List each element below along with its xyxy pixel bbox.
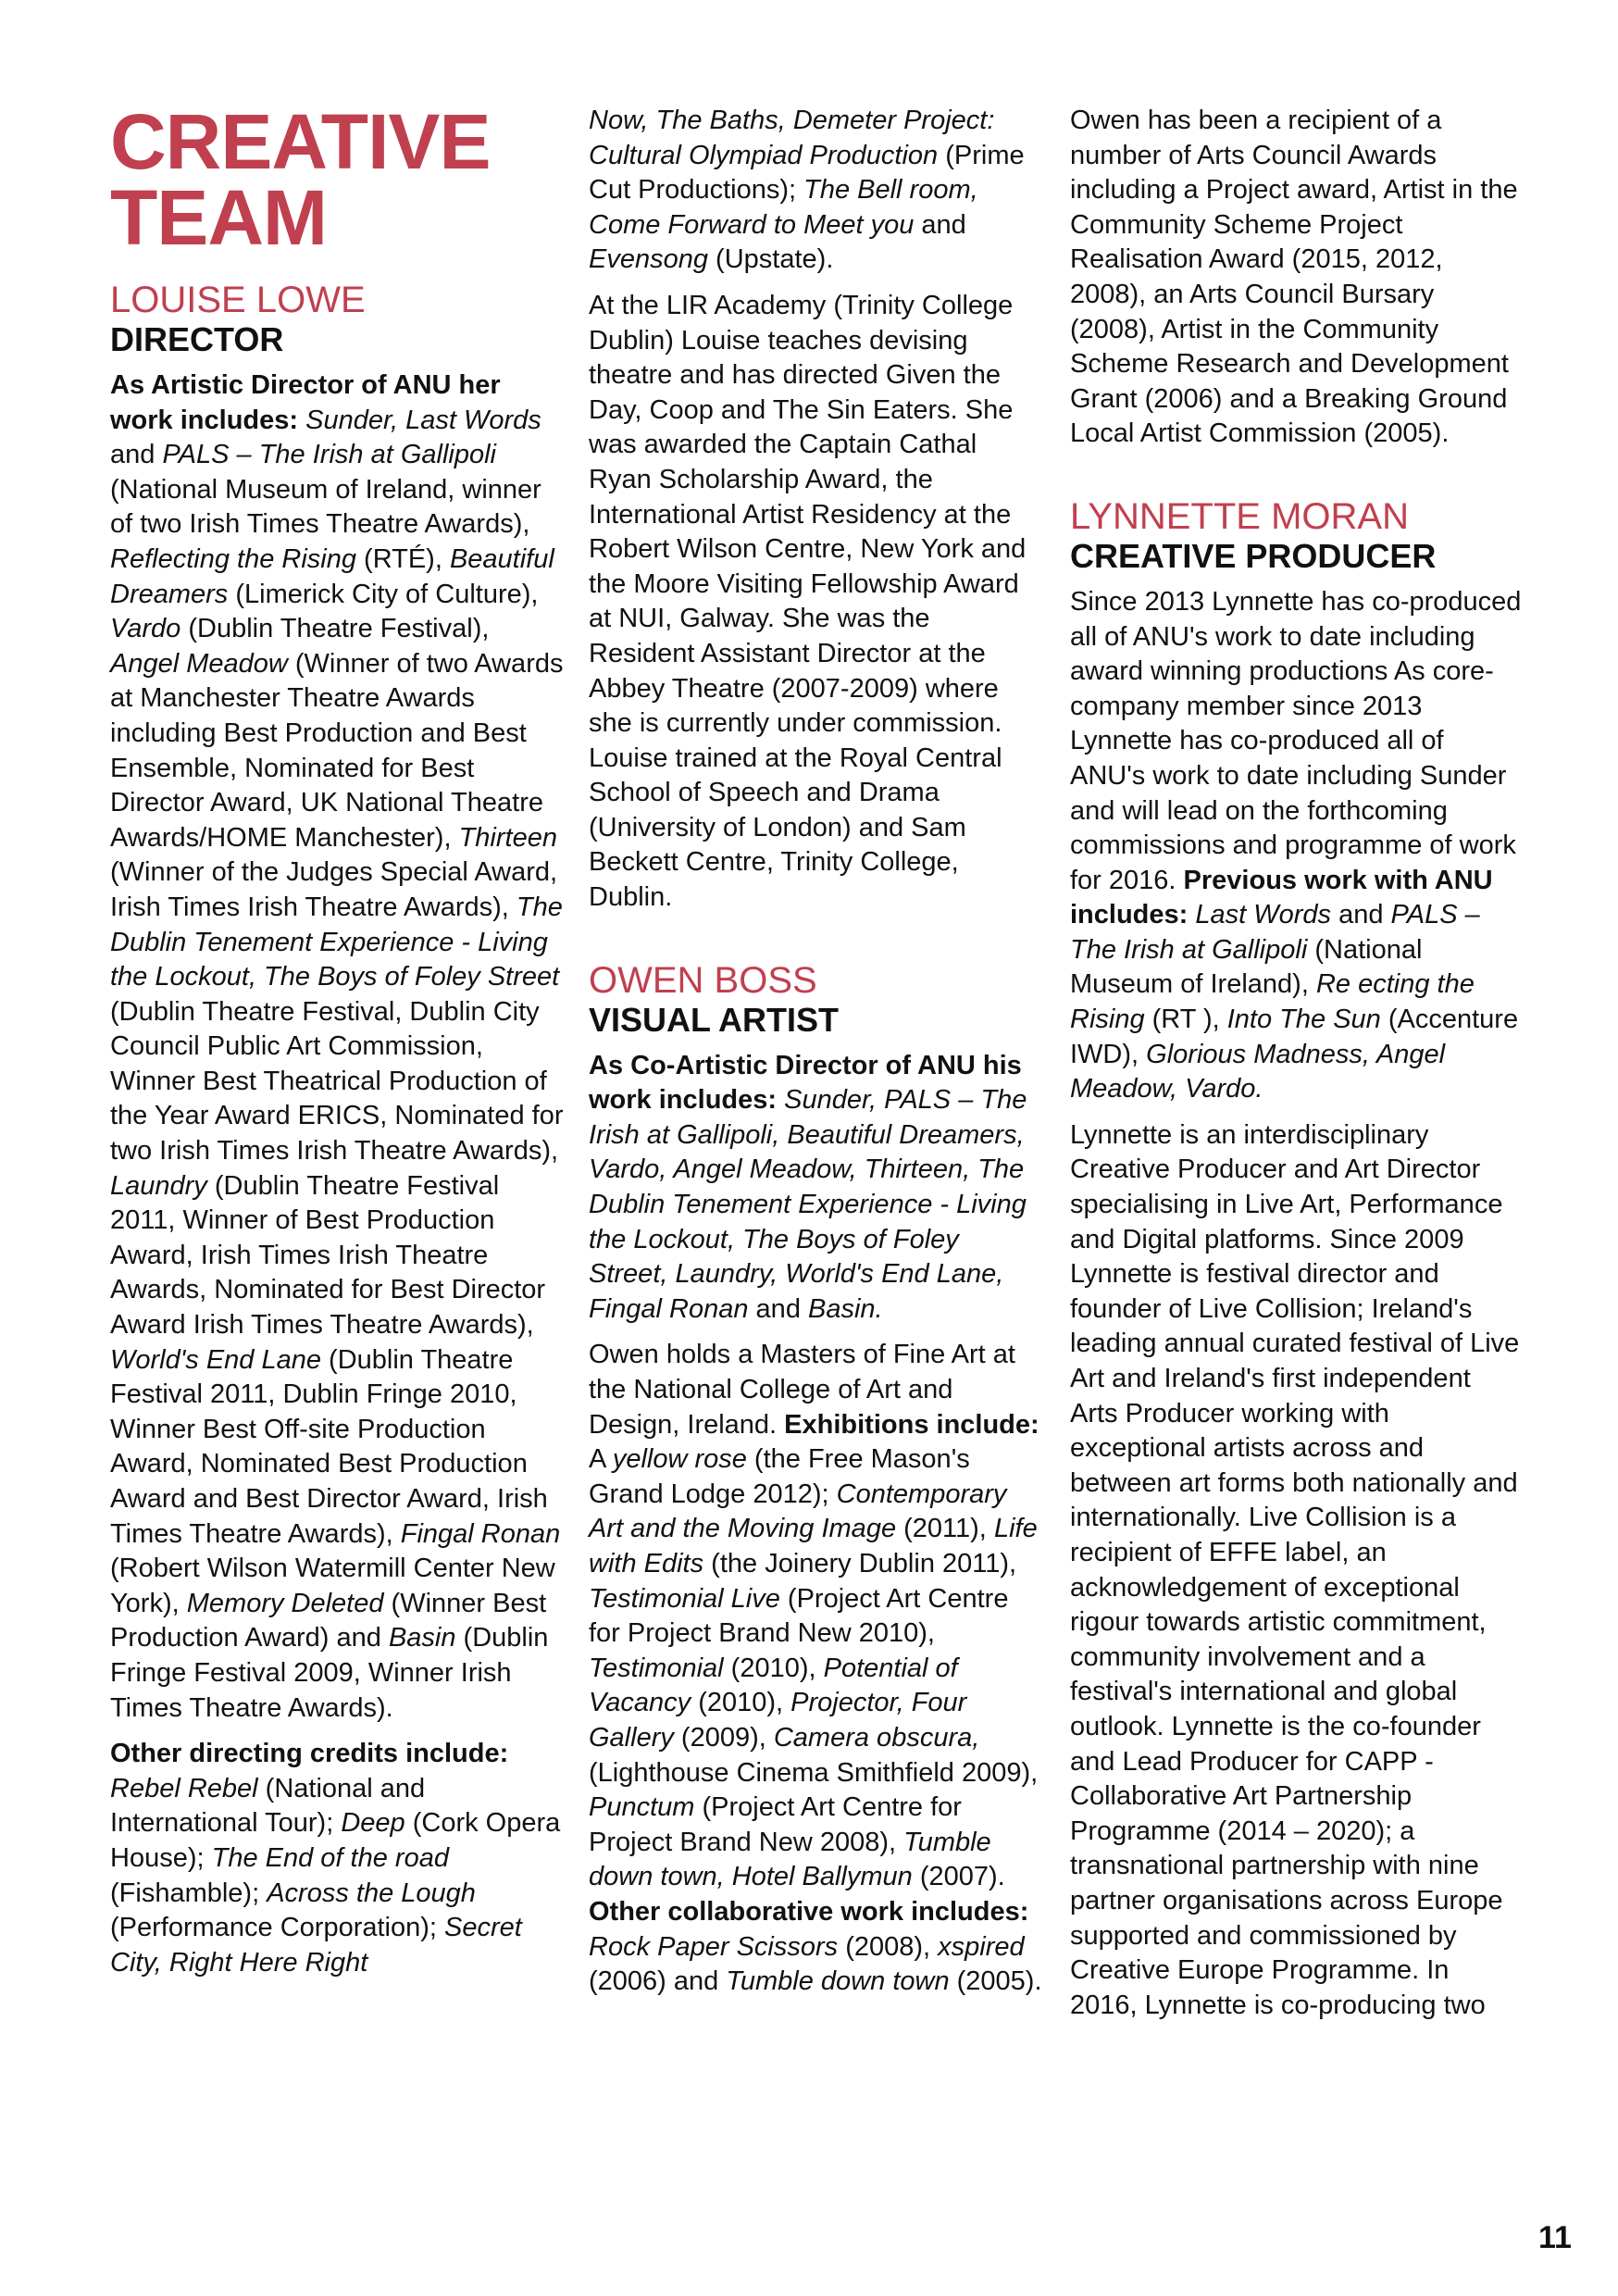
text-run: A [589,1444,613,1475]
italic-title: Secret City, Right Here Right [110,1913,522,1978]
italic-title: Vardo [110,614,181,644]
text-run: (National Museum of Ireland, winner of two Irish Times Theatre Awards), [110,474,541,540]
column-2 [589,104,1042,2011]
text-run: (2010), [691,1688,791,1718]
text-run: (National and International Tour); [110,1773,426,1839]
person-name: OWEN BOSS [589,959,817,1001]
italic-title: Camera obscura, [773,1722,980,1753]
text-run: (RTÉ), [355,543,450,574]
bio-paragraph [1070,585,1524,1107]
text-run: (Robert Wilson Watermill Center New York), [110,1554,555,1618]
text-run: (2011), [896,1514,994,1544]
text-run: Owen holds a Masters of Fine Art at the National College of Art and Design, Ireland. [589,1340,1015,1440]
text-run: and [110,440,163,470]
text-run: (Performance Corporation); [110,1913,445,1943]
text-run: (Dublin Theatre Festival 2011, Dublin Fringe 2010, Winner Best Off-site Production Award, Nominated Best Production Award and Best Director Award, Irish Times Theatre Awards), [110,1344,548,1549]
text-run: (2007). [912,1862,1005,1892]
italic-title: Punctum [589,1792,695,1823]
text-run: (Limerick City of Culture), [228,579,539,609]
italic-title: Laundry [110,1170,207,1201]
text-run: At the LIR Academy (Trinity College Dublin) Louise teaches devising theatre and has directed Given the Day, Coop and The Sin Eaters. She was awarded the Captain Cathal Ryan Scholarship Award, the International Artist Residency at the Robert Wilson Centre, New York and the Moore Visiting Fellowship Award at NUI, Galway. She was the Resident Assistant Director at the Abbey Theatre (2007-2009) where she is currently under commission. Louise trained at the Royal Central School of Speech and Drama (University of London) and Sam Beckett Centre, Trinity College, Dublin. [589,290,1027,913]
italic-title: Fingal Ronan [400,1518,561,1549]
person-role: VISUAL ARTIST [589,1000,840,1039]
italic-title: World's End Lane [110,1344,321,1375]
italic-title: Projector, Four Gallery [589,1688,967,1753]
italic-title: Sunder, PALS – The Irish at Gallipoli, Beautiful Dreamers, Vardo, Angel Meadow, Thirteen, The Dublin Tenement Experience - Living the Lockout, The Boys of Foley Street, Laundry, World's End Lane, Fingal Ronan [589,1085,1027,1324]
bio-paragraph [589,1049,1042,1328]
italic-title: Life with Edits [589,1514,1038,1578]
italic-title: The End of the road [211,1842,449,1873]
italic-title: Tumble down town [726,1966,950,1997]
text-run: (Lighthouse Cinema Smithfield 2009), [589,1757,1039,1788]
page-number: 11 [1538,2220,1572,2255]
italic-title: Basin. [808,1293,883,1324]
bold-text: Exhibitions include: [784,1409,1039,1440]
text-run: (Fishamble); [110,1878,268,1908]
italic-title: Basin [388,1623,456,1653]
text-run: (Winner of the Judges Special Award, Irish Times Irish Theatre Awards), [110,857,558,922]
column-3 [1070,104,1524,2034]
italic-title: Memory Deleted [186,1588,384,1618]
italic-title: Sunder, Last Words [305,405,541,435]
text-run: (the Free Mason's Grand Lodge 2012); [589,1444,970,1509]
bold-text: As Co-Artistic Director of ANU his work includes: [589,1050,1022,1116]
italic-title: Across the Lough [267,1878,476,1908]
italic-title: Last Words [1195,900,1332,930]
bold-text: Other directing credits include: [110,1739,509,1769]
italic-title: Thirteen [458,822,557,853]
italic-title: The Dublin Tenement Experience - Living the Lockout, The Boys of Foley Street [110,892,563,992]
text-run: (2008), [838,1931,939,1962]
italic-title: PALS – The Irish at Gallipoli [1070,900,1480,965]
italic-title: Beautiful Dreamers [110,543,554,609]
person-name: LOUISE LOWE [110,280,366,320]
text-run: (Dublin Theatre Festival 2011, Winner of Best Production Award, Irish Times Irish Theatre Awards, Nominated for Best Director Award Irish Times Theatre Awards), [110,1170,546,1341]
bio-paragraph [110,1737,564,1980]
text-run: and [914,209,966,240]
text-run: (Dublin Fringe Festival 2009, Winner Irish Times Theatre Awards). [110,1623,549,1723]
text-run: Since 2013 Lynnette has co-produced all of ANU's work to date including award winning productions As core-company member since 2013 Lynnette has co-produced all of ANU's work to date including Sunder and will lead on the forthcoming commissions and programme of work for 2016. [1070,586,1522,895]
italic-title: PALS – The Irish at Gallipoli [162,440,496,470]
bio-paragraph [1070,104,1524,452]
bio-paragraph [589,104,1042,278]
bio-paragraph [110,368,564,1726]
text-run: and [748,1293,808,1324]
page-title [110,98,564,261]
italic-title: Tumble down town, Hotel Ballymun [589,1827,991,1892]
bold-text: Other collaborative work includes: [589,1896,1029,1927]
person-role: CREATIVE PRODUCER [1070,536,1437,575]
text-run: (Cork Opera House); [110,1808,561,1873]
italic-title: Rock Paper Scissors [589,1931,839,1962]
bio-paragraph [1070,1118,1524,2023]
italic-title: Evensong [589,244,708,275]
italic-title: Rebel Rebel [110,1773,258,1803]
italic-title: Deep [341,1808,405,1839]
bio-paragraph [589,289,1042,916]
text-run: Owen has been a recipient of a number of Arts Council Awards including a Project award, Artist in the Community Scheme Project Realisation Award (2015, 2012, 2008), an Arts Council Bursary (2008), Artist in the Community Scheme Research and Development Grant (2006) and a Breaking Ground Local Artist Commission (2005). [1070,106,1518,449]
text-run: (2006) and [589,1966,727,1997]
text-run: (Prime Cut Productions); [589,140,1025,206]
italic-title: Testimonial [589,1653,724,1683]
text-run: (National Museum of Ireland), [1070,934,1423,1000]
text-run: (Dublin Theatre Festival, Dublin City Council Public Art Commission, Winner Best Theatrical Production of the Year Award ERICS, Nominated for two Irish Times Irish Theatre Awards), [110,996,564,1167]
person-role: DIRECTOR [110,320,284,358]
italic-title: Potential of Vacancy [589,1653,958,1718]
italic-title: xspired [938,1931,1025,1962]
text-run: Lynnette is an interdisciplinary Creative Producer and Art Director specialising in Live Art, Performance and Digital platforms. Since 2009 Lynnette is festival director and founder of Live Collision; Ireland's leading annual curated festival of Live Art and Ireland's first independent Arts Producer working with exceptional artists across and between art forms both nationally and internationally. Live Collision is a recipient of EFFE label, an acknowledgement of exceptional rigour towards artistic commitment, community involvement and a festival's international and global outlook. Lynnette is the co-founder and Lead Producer for CAPP - Collaborative Art Partnership Programme (2014 – 2020); a transnational partnership with nine partner organisations across Europe supported and commissioned by Creative Europe Programme. In 2016, Lynnette is co-producing two [1070,1119,1520,2020]
text-run: and [1331,900,1391,930]
italic-title: Testimonial Live [589,1583,780,1614]
text-run: (Dublin Theatre Festival), [180,614,490,644]
text-run: (2005). [949,1966,1042,1997]
page-title-line: TEAM [110,174,327,261]
text-run: (Project Art Centre for Project Brand New 2008), [589,1792,962,1857]
bio-paragraph [589,1338,1042,1999]
italic-title: yellow rose [612,1444,747,1475]
person-name: LYNNETTE MORAN [1070,495,1409,537]
italic-title: Re ecting the Rising [1070,969,1475,1035]
italic-title: Glorious Madness, Angel Meadow, Vardo. [1070,1039,1446,1104]
italic-title: The Bell room, Come Forward to Meet you [589,175,978,240]
text-run: (Winner of two Awards at Manchester Theatre Awards including Best Production and Best Ensemble, Nominated for Best Director Award, UK National Theatre Awards/HOME Manchester), [110,648,564,853]
italic-title: Reflecting the Rising [110,543,356,574]
text-run: (RT ), [1144,1004,1227,1035]
italic-title: Contemporary Art and the Moving Image [589,1479,1007,1544]
italic-title: Into The Sun [1226,1004,1381,1035]
text-run: (2009), [673,1722,774,1753]
bold-text: As Artistic Director of ANU her work includes: [110,370,501,435]
text-run: (Winner Best Production Award) and [110,1588,547,1653]
italic-title: Now, The Baths, Demeter Project: Cultural Olympiad Production [589,106,995,170]
column-1 [110,98,564,1991]
italic-title: Angel Meadow [110,648,288,679]
text-run: (Upstate). [708,244,834,275]
text-run: (2010), [723,1653,824,1683]
text-run: (the Joinery Dublin 2011), [703,1548,1017,1578]
page-title-line: CREATIVE [110,98,491,185]
text-run: (Accenture IWD), [1070,1004,1519,1069]
bold-text: Previous work with ANU includes: [1070,865,1493,930]
text-run: (Project Art Centre for Project Brand New 2010), [589,1583,1009,1649]
